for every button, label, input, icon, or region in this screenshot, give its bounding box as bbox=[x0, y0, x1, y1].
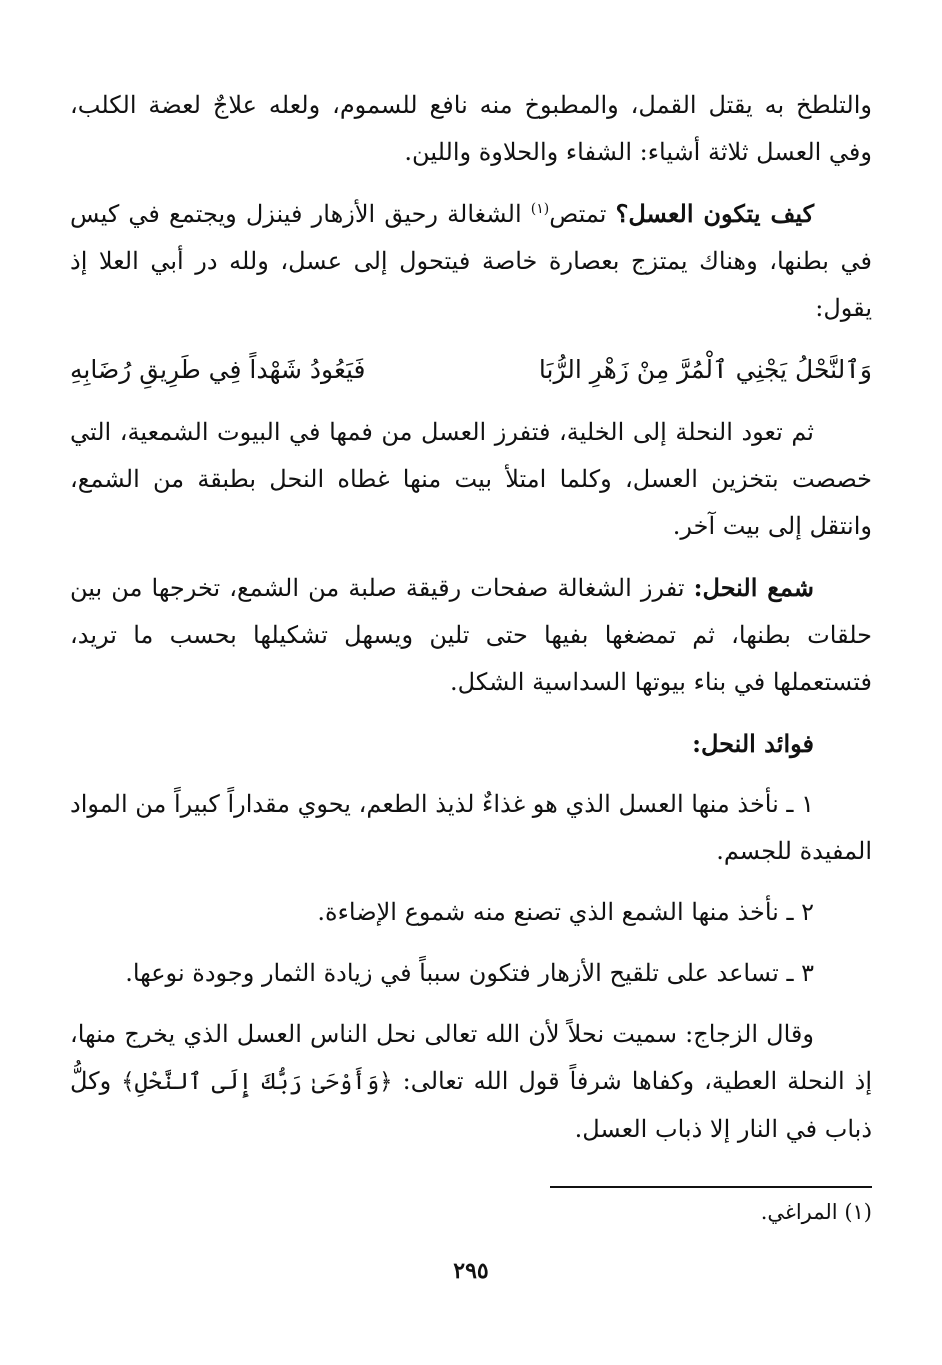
footnote-marker: (١) bbox=[530, 201, 550, 217]
list-item: ٣ ـ تساعد على تلقيح الأزهار فتكون سبباً في زيادة الثمار وجودة نوعها. bbox=[125, 959, 814, 987]
paragraph-zajjaj-quote bbox=[70, 1011, 872, 1153]
paragraph-text: وقال الزجاج: سميت نحلاً لأن الله تعالى نحل الناس العسل الذي يخرج منها، إذ النحلة العطية، وكفاها شرفاً قول الله تعالى: bbox=[70, 1020, 872, 1095]
section-heading-beeswax: شمع النحل: bbox=[693, 573, 814, 602]
paragraph-hive-storage bbox=[70, 409, 872, 550]
poem-verse bbox=[70, 346, 872, 393]
paragraph-text: تمتص bbox=[549, 200, 616, 228]
paragraph-text: ثم تعود النحلة إلى الخلية، فتفرز العسل من فمها في البيوت الشمعية، التي خصصت بتخزين العسل، وكلما امتلأ بيت منها غطاه النحل بطبقة من الشمع، وانتقل إلى بيت آخر. bbox=[70, 418, 872, 540]
paragraph-text: وكلُّ ذباب في النار إلا ذباب العسل. bbox=[70, 1067, 872, 1143]
footnote-divider bbox=[550, 1186, 872, 1188]
paragraph-text: الشغالة رحيق الأزهار فينزل ويجتمع في كيس في بطنها، وهناك يمتزج بعصارة خاصة فيتحول إلى عسل، ولله در أبي العلا إذ يقول: bbox=[70, 200, 872, 322]
section-heading-benefits: فوائد النحل: bbox=[692, 729, 814, 758]
paragraph-text: والتلطخ به يقتل القمل، والمطبوخ منه نافع للسموم، ولعله علاجٌ لعضة الكلب، وفي العسل ثلاثة أشياء: الشفاء والحلاوة واللين. bbox=[70, 91, 872, 166]
paragraph-honey-formation bbox=[70, 190, 872, 332]
page-number: ٢٩٥ bbox=[453, 1258, 489, 1284]
paragraph-text: تفرز الشغالة صفحات رقيقة صلبة من الشمع، تخرجها من بين حلقات بطنها، ثم تمضغها بفيها حتى تلين ويسهل تشكيلها بحسب ما تريد، فتستعملها في بناء بيوتها السداسية الشكل. bbox=[70, 574, 872, 696]
list-item: ٢ ـ نأخذ منها الشمع الذي تصنع منه شموع الإضاءة. bbox=[317, 898, 814, 926]
list-item: ١ ـ نأخذ منها العسل الذي هو غذاءٌ لذيذ الطعم، يحوي مقداراً كبيراً من المواد المفيدة للجسم. bbox=[70, 790, 872, 865]
footnote: (١) المراغي. bbox=[760, 1200, 872, 1224]
paragraph-beeswax bbox=[70, 564, 872, 706]
quran-verse: ﴿وَأَوْحَىٰ رَبُّكَ إِلَى ٱلنَّحْلِ﴾ bbox=[121, 1069, 393, 1095]
section-heading-honey-formation: كيف يتكون العسل؟ bbox=[615, 199, 814, 228]
poem-first-hemistich: وَٱلنَّحْلُ يَجْنِي ٱلْمُرَّ مِنْ زَهْرِ الرُّبَا bbox=[538, 355, 872, 384]
poem-second-hemistich: فَيَعُودُ شَهْداً فِي طَرِيقِ رُضَابِهِ bbox=[70, 355, 366, 384]
paragraph-honey-uses bbox=[70, 82, 872, 176]
main-text bbox=[70, 82, 872, 1167]
